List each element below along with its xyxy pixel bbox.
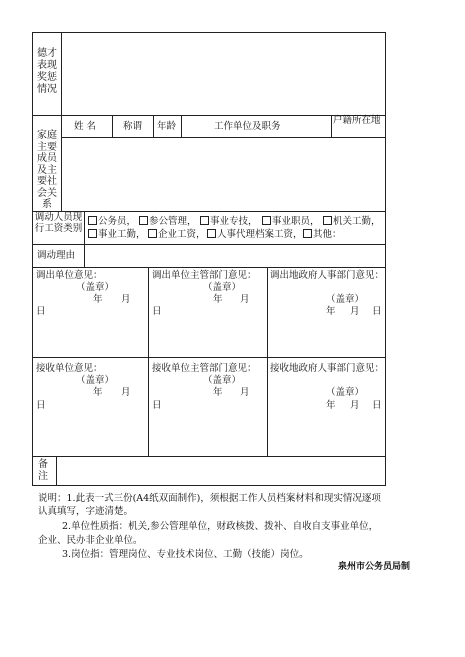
- checkbox-icon[interactable]: [207, 229, 216, 238]
- issuer-label: 泉州市公务员局制: [338, 562, 411, 572]
- reason-input-area[interactable]: [85, 245, 385, 267]
- header-age: 年龄: [157, 121, 177, 132]
- seal-label: （盖章）: [326, 294, 365, 305]
- table-border-right: [385, 32, 386, 486]
- month-label: 月: [121, 294, 131, 305]
- month-label: 月: [350, 400, 360, 411]
- remarks-label: 备注: [38, 459, 48, 482]
- category-label: 调动人员现行工资类别: [34, 212, 83, 234]
- category-option[interactable]: 事业职员，: [262, 216, 320, 227]
- day-label: 日: [152, 306, 162, 317]
- month-label: 月: [350, 306, 360, 317]
- day-label: 日: [372, 400, 382, 411]
- header-divider: [181, 115, 182, 138]
- header-divider: [153, 115, 154, 138]
- row-divider: [32, 211, 386, 212]
- month-label: 月: [121, 387, 131, 398]
- checkbox-icon[interactable]: [88, 229, 97, 238]
- header-residence: 户籍所在地: [333, 115, 381, 126]
- cell-divider: [148, 267, 149, 457]
- merit-label: 德才表现奖惩情况: [37, 48, 57, 95]
- year-label: 年: [93, 294, 103, 305]
- category-option[interactable]: 事业专技，: [200, 216, 258, 227]
- checkbox-icon[interactable]: [303, 229, 312, 238]
- month-label: 月: [240, 387, 250, 398]
- year-label: 年: [326, 400, 336, 411]
- cell-divider: [267, 267, 268, 457]
- category-option[interactable]: 其他：: [303, 229, 342, 240]
- day-label: 日: [36, 306, 46, 317]
- category-option[interactable]: 参公管理，: [139, 216, 197, 227]
- remarks-input-area[interactable]: [57, 457, 385, 485]
- year-label: 年: [326, 306, 336, 317]
- table-border-left: [32, 32, 33, 486]
- day-label: 日: [152, 400, 162, 411]
- seal-label: （盖章）: [326, 387, 365, 398]
- table-border-top: [32, 32, 386, 33]
- row-divider: [32, 267, 386, 268]
- checkbox-icon[interactable]: [139, 216, 148, 225]
- header-name: 姓 名: [74, 121, 97, 132]
- header-employer: 工作单位及职务: [214, 121, 281, 132]
- seal-label: （盖章）: [76, 375, 115, 386]
- label-column-divider: [84, 211, 85, 245]
- year-label: 年: [213, 294, 223, 305]
- category-option[interactable]: 公务员，: [88, 216, 136, 227]
- category-option[interactable]: 事业工勤，: [88, 229, 146, 240]
- category-option[interactable]: 企业工资，: [148, 229, 206, 240]
- header-divider: [112, 115, 113, 138]
- row-divider: [32, 357, 386, 358]
- table-border-bottom: [32, 485, 386, 486]
- year-label: 年: [93, 387, 103, 398]
- header-relation: 称谓: [123, 121, 143, 132]
- checkbox-icon[interactable]: [200, 216, 209, 225]
- year-label: 年: [213, 387, 223, 398]
- seal-label: （盖章）: [76, 282, 115, 293]
- checkbox-icon[interactable]: [323, 216, 332, 225]
- seal-label: （盖章）: [203, 375, 242, 386]
- seal-label: （盖章）: [203, 282, 242, 293]
- reason-label: 调动理由: [37, 250, 76, 261]
- checkbox-icon[interactable]: [262, 216, 271, 225]
- family-label: 家庭主要成员及主要社会关系: [37, 130, 57, 210]
- checkbox-icon[interactable]: [88, 216, 97, 225]
- family-entry-area[interactable]: [62, 138, 385, 211]
- category-option[interactable]: 人事代理档案工资，: [207, 229, 303, 240]
- header-divider: [331, 115, 332, 138]
- checkbox-icon[interactable]: [148, 229, 157, 238]
- category-option[interactable]: 机关工勤，: [323, 216, 381, 227]
- month-label: 月: [240, 294, 250, 305]
- day-label: 日: [36, 400, 46, 411]
- day-label: 日: [372, 306, 382, 317]
